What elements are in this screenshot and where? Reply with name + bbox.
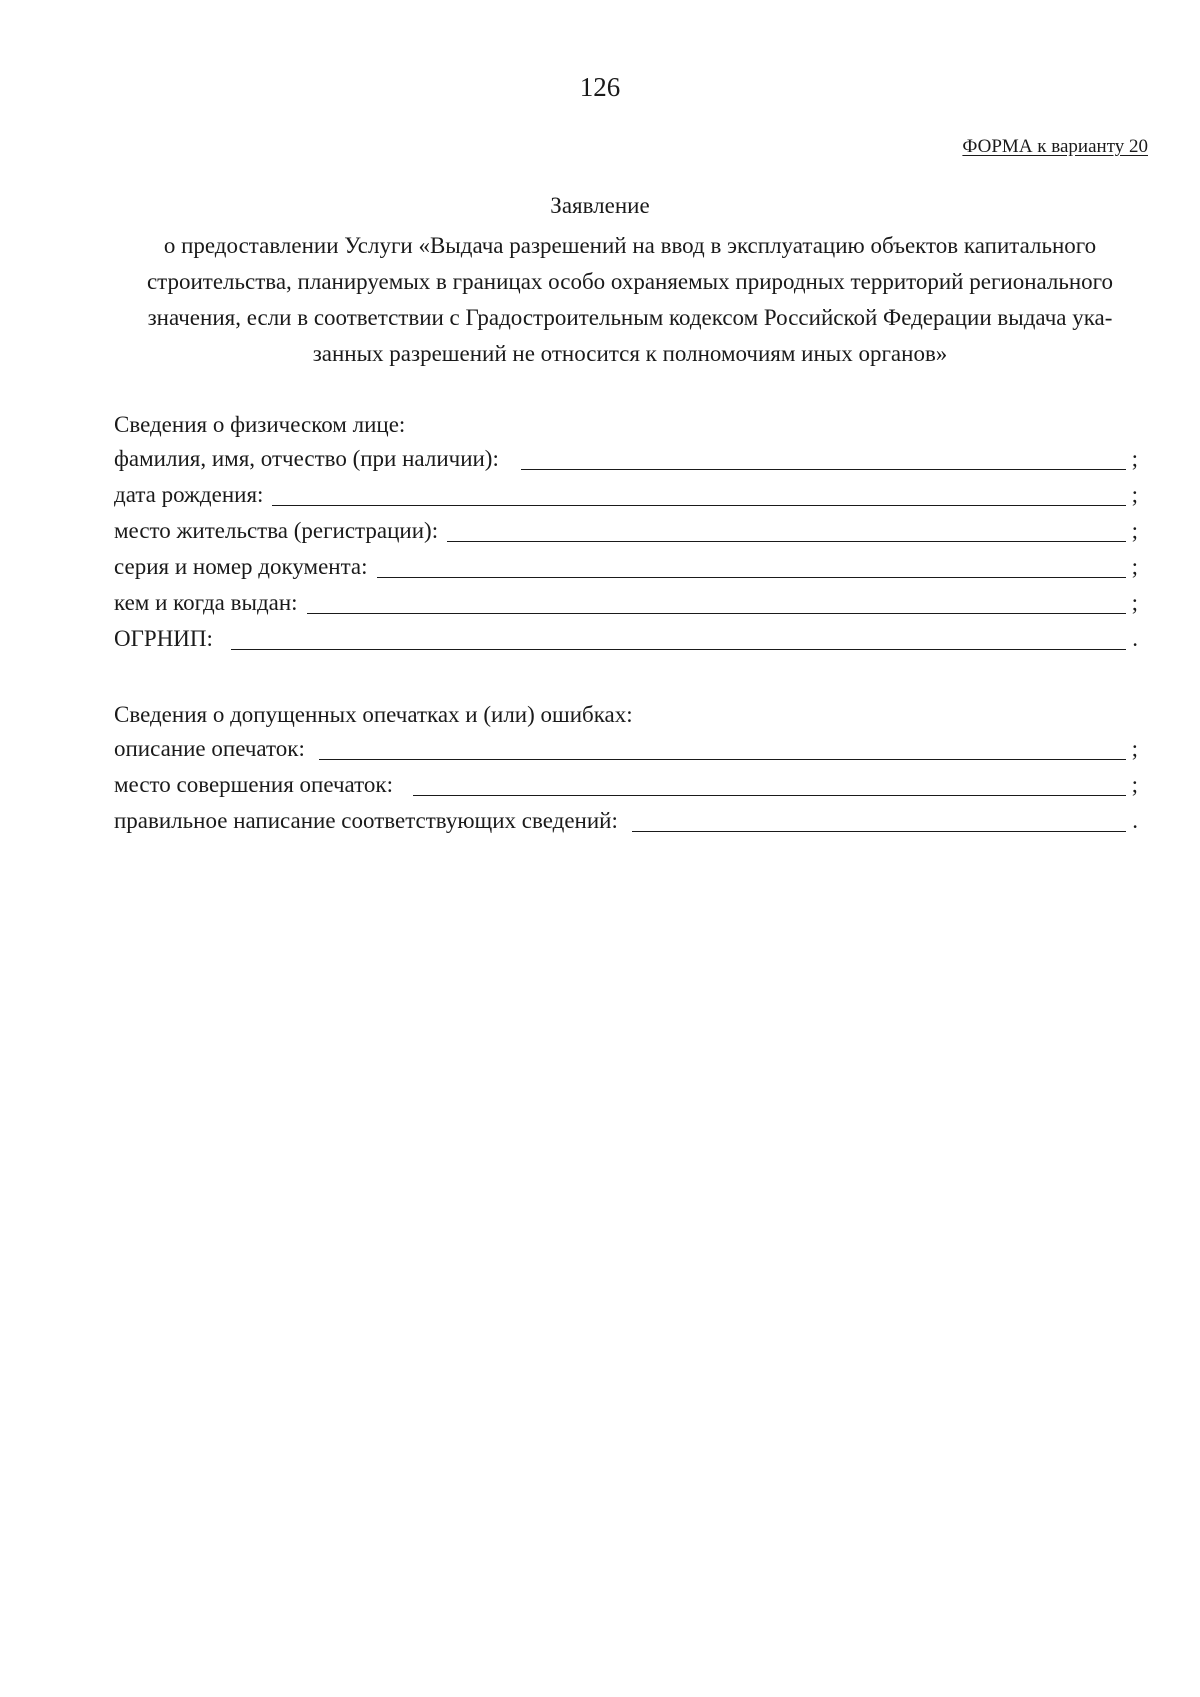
page-number: 126 — [579, 72, 621, 102]
field-typo-description — [114, 732, 1138, 762]
subtitle-line: занных разрешений не относится к полномочиям иных органов» — [312, 341, 948, 366]
field-terminator: ; — [1131, 772, 1138, 797]
field-terminator: ; — [1131, 590, 1138, 615]
field-label: описание опечаток: — [114, 736, 305, 761]
field-label: место совершения опечаток: — [114, 772, 393, 797]
field-birth-date — [114, 478, 1138, 508]
field-terminator: ; — [1131, 736, 1138, 761]
document-number-input-line[interactable] — [377, 555, 1126, 578]
errors-section-heading: Сведения о допущенных опечатках и (или) ошибках: — [114, 702, 633, 727]
field-label: дата рождения: — [114, 482, 264, 507]
field-correct-spelling — [114, 804, 1138, 834]
field-terminator: . — [1132, 626, 1138, 651]
field-label: фамилия, имя, отчество (при наличии): — [114, 446, 499, 471]
field-document-number — [114, 550, 1138, 580]
full-name-input-line[interactable] — [521, 447, 1126, 470]
birth-date-input-line[interactable] — [272, 483, 1126, 506]
subtitle-line: строительства, планируемых в границах особо охраняемых природных территорий регионального — [146, 269, 1114, 294]
form-reference: ФОРМА к варианту 20 — [962, 136, 1148, 157]
subtitle-line: о предоставлении Услуги «Выдача разрешений на ввод в эксплуатацию объектов капитального — [163, 233, 1097, 258]
field-label: место жительства (регистрации): — [114, 518, 439, 543]
field-terminator: . — [1132, 808, 1138, 833]
field-residence — [114, 514, 1138, 544]
document-subtitle — [110, 228, 1150, 372]
correct-spelling-input-line[interactable] — [632, 809, 1126, 832]
field-full-name — [114, 442, 1138, 472]
issued-by-input-line[interactable] — [307, 591, 1126, 614]
field-terminator: ; — [1131, 518, 1138, 543]
field-ogrnip — [114, 622, 1138, 652]
person-section-heading: Сведения о физическом лице: — [114, 412, 406, 437]
field-terminator: ; — [1131, 482, 1138, 507]
field-issued-by — [114, 586, 1138, 616]
field-label: правильное написание соответствующих сведений: — [114, 808, 618, 833]
field-label: ОГРНИП: — [114, 626, 213, 651]
typo-description-input-line[interactable] — [319, 737, 1126, 760]
ogrnip-input-line[interactable] — [231, 627, 1126, 650]
field-label: серия и номер документа: — [114, 554, 368, 579]
field-terminator: ; — [1131, 446, 1138, 471]
field-label: кем и когда выдан: — [114, 590, 298, 615]
document-title: Заявление — [550, 193, 650, 218]
subtitle-line: значения, если в соответствии с Градостроительным кодексом Российской Федерации выдача ука- — [147, 305, 1113, 330]
residence-input-line[interactable] — [447, 519, 1126, 542]
field-typo-location — [114, 768, 1138, 798]
typo-location-input-line[interactable] — [413, 773, 1126, 796]
field-terminator: ; — [1131, 554, 1138, 579]
